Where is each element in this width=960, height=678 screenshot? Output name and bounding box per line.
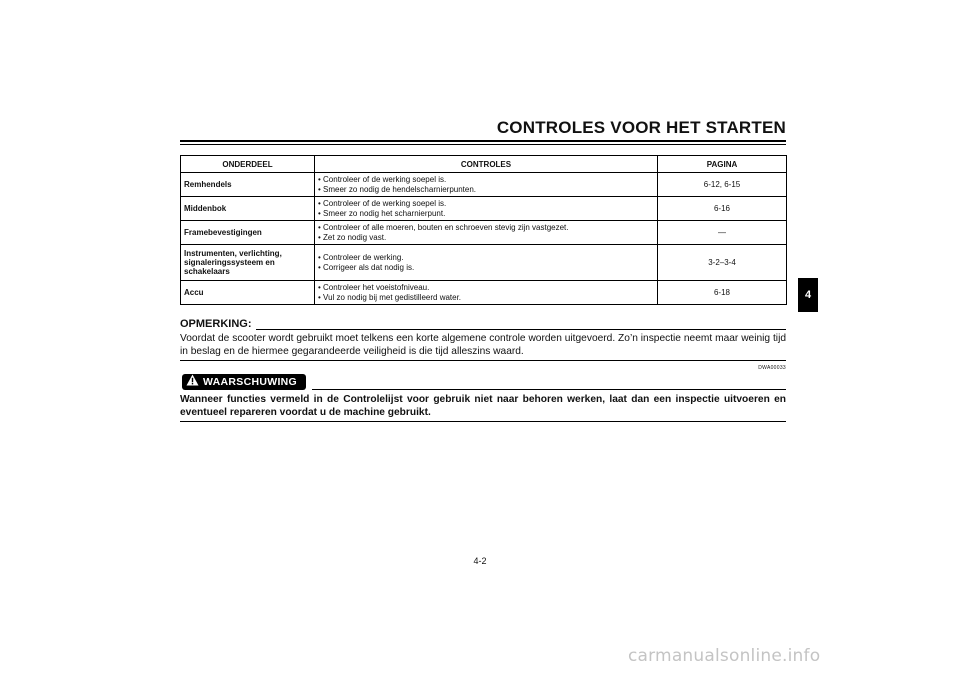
title-rule-thin bbox=[180, 144, 786, 145]
chapter-tab[interactable]: 4 bbox=[798, 278, 818, 312]
column-header-page: PAGINA bbox=[658, 156, 787, 173]
check-item: • Corrigeer als dat nodig is. bbox=[318, 263, 654, 273]
warning-divider bbox=[312, 389, 786, 390]
title-rule bbox=[180, 140, 786, 142]
check-item: • Zet zo nodig vast. bbox=[318, 233, 654, 243]
check-item: • Vul zo nodig bij met gedistilleerd water. bbox=[318, 293, 654, 303]
note-divider bbox=[256, 329, 786, 330]
page-ref-cell: 6-16 bbox=[658, 197, 787, 221]
page-ref-cell: 3-2–3-4 bbox=[658, 245, 787, 281]
warning-text: Wanneer functies vermeld in de Controlelijst voor gebruik niet naar behoren werken, laat dan een inspectie uitvoeren en eventueel repareren voordat u de machine gebruikt. bbox=[180, 394, 786, 418]
checks-cell bbox=[315, 221, 658, 245]
part-cell: Remhendels bbox=[181, 173, 315, 197]
checks-cell bbox=[315, 281, 658, 305]
table-row bbox=[181, 221, 787, 245]
checks-cell bbox=[315, 197, 658, 221]
part-cell: Instrumenten, verlichting, signaleringssysteem en schakelaars bbox=[181, 245, 315, 281]
note-end-divider bbox=[180, 360, 786, 361]
check-item: • Controleer de werking. bbox=[318, 253, 654, 263]
pre-start-checklist-table bbox=[180, 155, 787, 305]
table-header-row bbox=[181, 156, 787, 173]
check-item: • Controleer of alle moeren, bouten en schroeven stevig zijn vastgezet. bbox=[318, 223, 654, 233]
check-item: • Controleer of de werking soepel is. bbox=[318, 175, 654, 185]
check-item: • Controleer het voeistofniveau. bbox=[318, 283, 654, 293]
warning-code: DWA00033 bbox=[758, 365, 786, 371]
warning-triangle-icon bbox=[186, 373, 199, 391]
page-ref-cell: 6-12, 6-15 bbox=[658, 173, 787, 197]
table-row bbox=[181, 197, 787, 221]
watermark: carmanualsonline.info bbox=[628, 646, 821, 666]
checks-cell bbox=[315, 245, 658, 281]
page-number: 4-2 bbox=[473, 556, 487, 566]
warning-end-divider bbox=[180, 421, 786, 422]
page-title: CONTROLES VOOR HET STARTEN bbox=[496, 118, 786, 137]
warning-label: WAARSCHUWING bbox=[203, 376, 298, 388]
part-cell: Framebevestigingen bbox=[181, 221, 315, 245]
note-heading: OPMERKING: bbox=[180, 318, 252, 330]
part-cell: Middenbok bbox=[181, 197, 315, 221]
page-ref-cell: — bbox=[658, 221, 787, 245]
warning-badge bbox=[182, 374, 306, 390]
note-text: Voordat de scooter wordt gebruikt moet telkens een korte algemene controle worden uitgevoerd. Zo’n inspectie neemt maar weinig tijd in beslag en de hiermee gegarandeerde veiligheid is die tijd alleszins waard. bbox=[180, 333, 786, 357]
column-header-checks: CONTROLES bbox=[315, 156, 658, 173]
column-header-part: ONDERDEEL bbox=[181, 156, 315, 173]
table-row bbox=[181, 173, 787, 197]
check-item: • Smeer zo nodig het scharnierpunt. bbox=[318, 209, 654, 219]
checks-cell bbox=[315, 173, 658, 197]
part-cell: Accu bbox=[181, 281, 315, 305]
page-ref-cell: 6-18 bbox=[658, 281, 787, 305]
table-row bbox=[181, 281, 787, 305]
check-item: • Smeer zo nodig de hendelscharnierpunten. bbox=[318, 185, 654, 195]
table-row bbox=[181, 245, 787, 281]
check-item: • Controleer of de werking soepel is. bbox=[318, 199, 654, 209]
